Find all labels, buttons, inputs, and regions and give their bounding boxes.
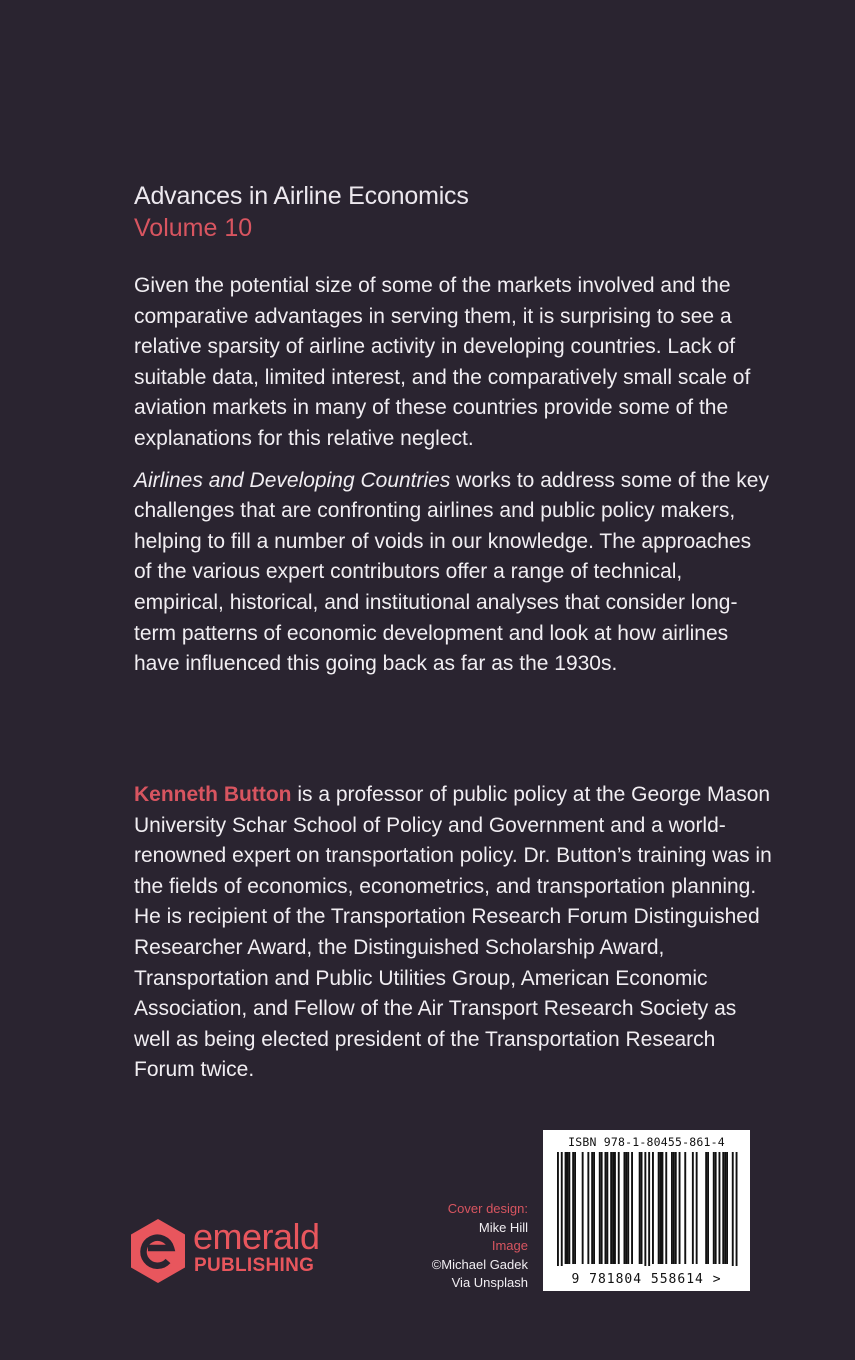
- barcode-bar: [612, 1152, 614, 1264]
- barcode-bar: [624, 1152, 626, 1264]
- barcode-bar: [574, 1152, 576, 1264]
- series-volume: Volume 10: [134, 214, 253, 242]
- barcode-bar: [561, 1152, 563, 1266]
- barcode-bar: [665, 1152, 667, 1264]
- barcode-bar: [625, 1152, 627, 1264]
- image-credit: ©Michael Gadek: [431, 1256, 528, 1272]
- barcode-bar: [644, 1152, 646, 1266]
- barcode-bar: [605, 1152, 607, 1264]
- barcode-bar: [614, 1152, 616, 1264]
- barcode-bar: [675, 1152, 677, 1264]
- barcode-bar: [658, 1152, 660, 1264]
- barcode-bar: [719, 1152, 721, 1264]
- cover-design-label: Cover design:: [447, 1201, 528, 1216]
- barcode-bar: [606, 1152, 608, 1264]
- barcode-bar: [726, 1152, 728, 1264]
- barcode-bar: [582, 1152, 584, 1264]
- barcode-bar: [705, 1152, 707, 1264]
- barcode-bar: [587, 1152, 589, 1264]
- barcode-bar: [692, 1152, 694, 1264]
- barcode-bar: [671, 1152, 673, 1264]
- barcode-bars: [552, 1152, 742, 1266]
- barcode-bar: [627, 1152, 629, 1264]
- barcode-bar: [707, 1152, 709, 1264]
- cover-designer: Mike Hill: [478, 1219, 528, 1235]
- barcode-bar: [652, 1152, 654, 1264]
- publisher-subtitle: PUBLISHING: [194, 1255, 315, 1276]
- barcode-bar: [568, 1152, 570, 1264]
- barcode-bar: [713, 1152, 715, 1264]
- barcode-bar: [732, 1152, 734, 1266]
- barcode-bar: [641, 1152, 643, 1264]
- barcode-bar: [724, 1152, 726, 1264]
- blurb-paragraph-2: [134, 466, 774, 680]
- barcode: [543, 1130, 750, 1291]
- barcode-bar: [648, 1152, 650, 1266]
- barcode-bar: [715, 1152, 717, 1264]
- emerald-logo-icon: [127, 1217, 189, 1285]
- barcode-bar: [591, 1152, 593, 1264]
- barcode-bar: [639, 1152, 641, 1264]
- barcode-bar: [601, 1152, 603, 1264]
- barcode-bar: [660, 1152, 662, 1264]
- barcode-bar: [610, 1152, 612, 1264]
- barcode-bar: [662, 1152, 664, 1264]
- image-source: Via Unsplash: [451, 1275, 528, 1290]
- barcode-bar: [736, 1152, 738, 1266]
- barcode-bar: [722, 1152, 724, 1264]
- blurb-paragraph-1: Given the potential size of some of the markets involved and the comparative advantages in serving them, it is surprising to see a relative sparsity of airline activity in developing countries. Lack of suitable data, limited interest, and the comparatively small scale of aviation markets in many of these countries provide some of the explanations for this relative neglect.: [134, 274, 751, 450]
- author-bio-text: is a professor of public policy at the George Mason University Schar School of Policy and Government and a world-renowned expert on transportation policy. Dr. Button’s training was in the fields of economics, econometrics, and transportation planning. He is recipient of the Transportation Research Forum Distinguished Researcher Award, the Distinguished Scholarship Award, Transportation and Public Utilities Group, American Economic Association, and Fellow of the Air Transport Research Society as well as being elected president of the Transportation Research Forum twice.: [134, 783, 772, 1082]
- image-label: Image: [491, 1238, 528, 1253]
- publisher-name: emerald: [193, 1216, 320, 1257]
- cover-credits: [432, 1200, 528, 1293]
- barcode-bar: [684, 1152, 686, 1264]
- barcode-bar: [618, 1152, 620, 1264]
- series-title: Advances in Airline Economics: [134, 182, 469, 210]
- barcode-bar: [599, 1152, 601, 1264]
- author-name: Kenneth Button: [134, 783, 292, 806]
- barcode-bar: [572, 1152, 574, 1264]
- barcode-bar: [696, 1152, 698, 1264]
- barcode-bar: [631, 1152, 633, 1264]
- isbn-number: ISBN 978-1-80455-861-4: [568, 1135, 725, 1149]
- author-bio: [134, 780, 774, 1086]
- barcode-bar: [565, 1152, 567, 1264]
- barcode-bar: [557, 1152, 559, 1266]
- book-blurb: [134, 271, 774, 680]
- barcode-bar: [567, 1152, 569, 1264]
- blurb-paragraph-2-text: works to address some of the key challenges that are confronting airlines and public policy makers, helping to fill a number of voids in our knowledge. The approaches of the various expert contributors offer a range of technical, empirical, historical, and institutional analyses that consider long-term patterns of economic development and look at how airlines have influenced this going back as far as the 1930s.: [134, 468, 769, 676]
- barcode-digits: 9 781804 558614 >: [571, 1272, 722, 1287]
- barcode-bar: [679, 1152, 681, 1264]
- publisher-logo: [127, 1217, 327, 1287]
- barcode-bar: [673, 1152, 675, 1264]
- book-title: Airlines and Developing Countries: [134, 468, 451, 492]
- barcode-bar: [593, 1152, 595, 1264]
- series-heading: [134, 180, 469, 244]
